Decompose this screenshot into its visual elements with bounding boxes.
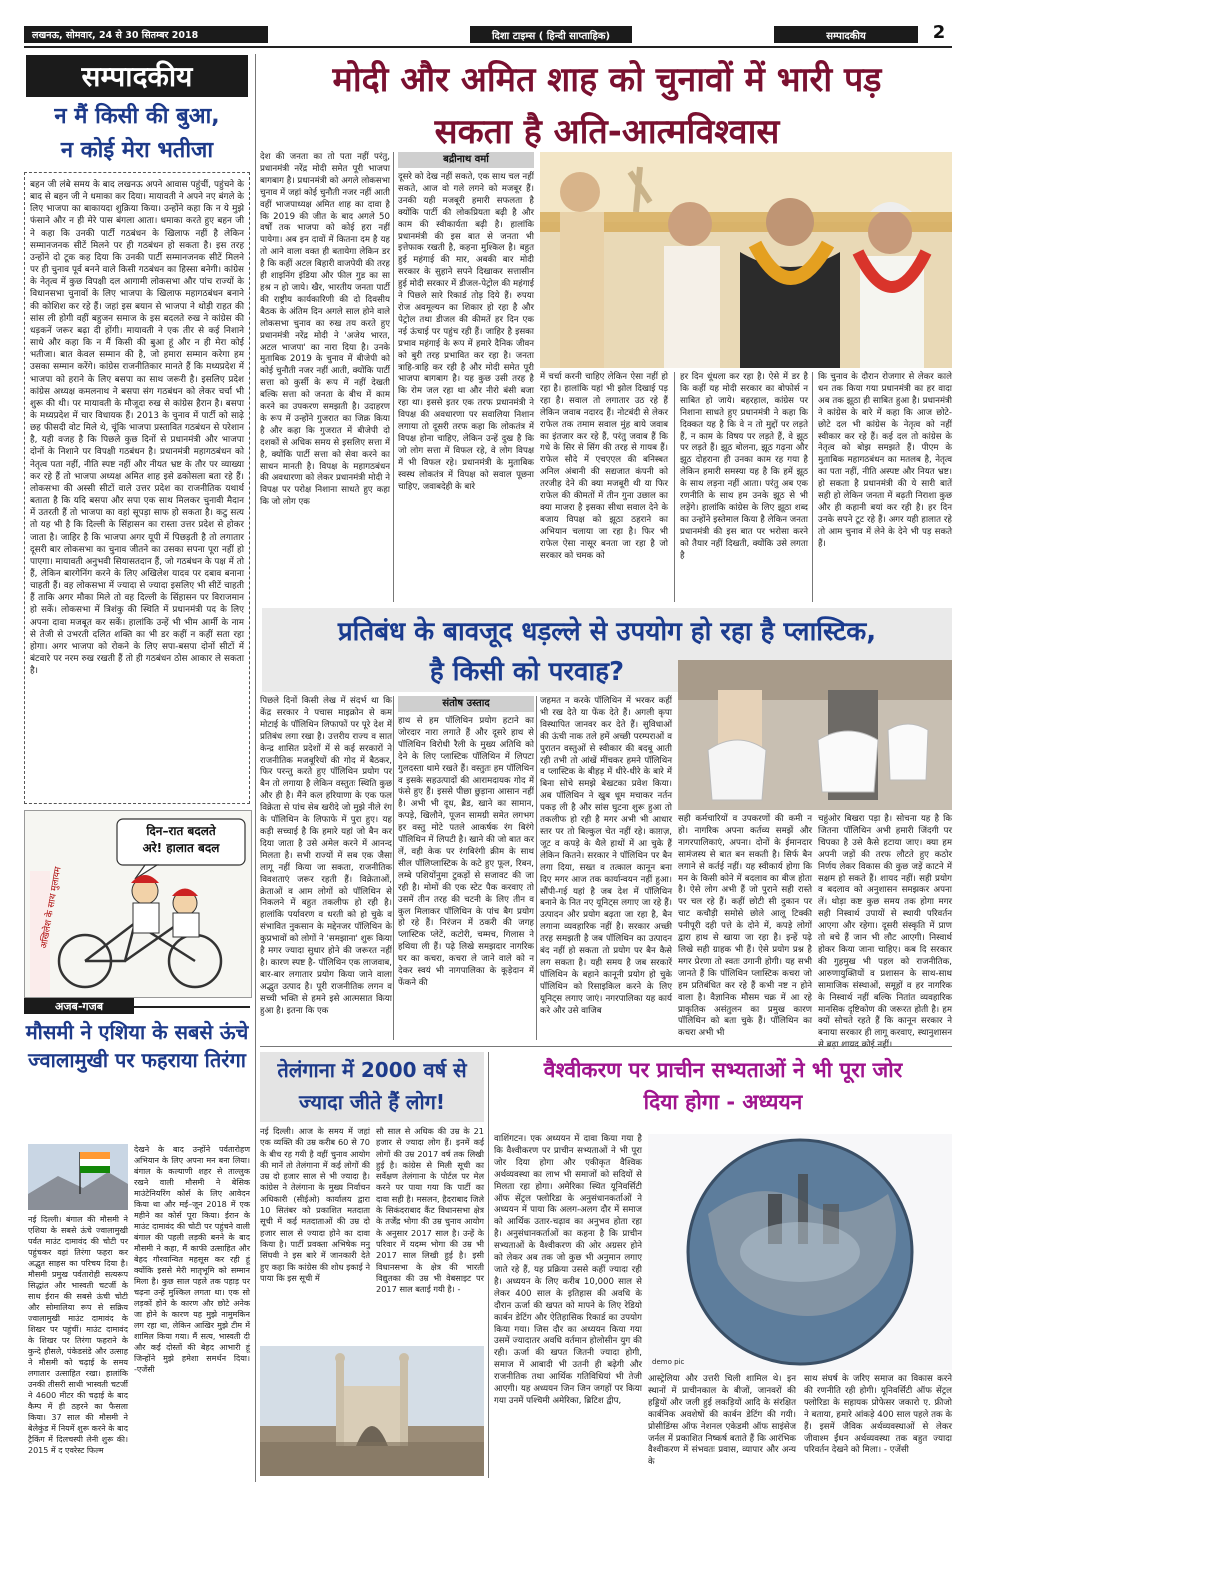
plastic-body-col5: चहुंओर बिखरा पड़ा है। सोचना यह है कि जितना पॉलिथिन अभी हमारी जिंदगी पर चिपका है उसे कैसे हटाया जाए। क्या हम अपनी जड़ों की तरफ लौटते हुए कठोर निर्णय लेकर विकास की कुछ जड़ें काटने में सक्षम हो सकते हैं। शायद नहीं। सही प्रयोग व बदलाव को अनुशासन समझकर अपना लें। थोड़ा कष्ट कुछ समय तक होगा मगर सही निस्वार्थ उपायों से स्थायी परिवर्तन आएगा और रहेगा। दूसरी संस्कृति में प्राण तो बचे हैं जान भी लौट आएगी। निस्वार्थ होकर किया जाना चाहिए। कब दि सरकार की गुहमुख भी पहल को राजनीतिक, आरुणायुक्तियों व प्रशासन के साथ-साथ सामाजिक संस्थाओं, समूहों व हर नागरिक के निस्वार्थ नहीं बल्कि नितांत व्यवहारिक मानसिक दृष्टिकोण की जरूरत होती है। हम क्यों सोचते रहते हैं कि कानून सरकार ने बनाया सरकार ही लागू करवाए, स्थानुशासन से बढ़ा शायद कोई नहीं। (818, 814, 952, 1051)
plastic-body-col2: हाथ से हम पॉलिथिन प्रयोग हटाने का जोरदार नारा लगाते हैं और दूसरे हाथ से पॉलिथिन विरोधी रैली के मुख्य अतिथि को देने के लिए प्लास्टिक पॉलिथिन में लिपटा गुलदस्ता थामे रखते हैं। वस्तुतः हम पॉलिथिन व इसके सहउत्पादों की आरामदायक गोद में फंसे हुए हैं। इससे पीछा छुड़ाना आसान नहीं है। अभी भी दूध, ब्रैड, खाने का सामान, कपड़े, खिलौने, पूजन सामग्री समेत लगभग हर वस्तु मोटे पतले आकर्षक रंग बिरंगे पॉलिथिन में लिपटी है। खाने की जो बात कर लें, वही केक पर रंगबिरंगी क्रीम के साथ सील पॉलिप्लास्टिक के कटे हुए फूल, रिबन, लम्बे पशियोंनुमा टुकड़ों से सजावट की जा रही है। मोमों की एक स्टेट पैक करवाए तो उसमें तीन तरह की चटनी के लिए तीन व कुल मिलाकर पॉलिथिन के पांच बैग प्रयोग हो रहे हैं। निरंजन में ठकरी की जगह प्लास्टिक प्लेटें, कटोरी, चम्मच, गिलास ने हथिया ली हैं। पढ़े लिखे समझदार नागरिक घर का कचरा, कचरा ले जाने वाले को न देकर स्वयं भी नागपालिका के कूड़ेदान में फेंकने की (398, 716, 534, 988)
column-rule (536, 696, 537, 1040)
main-headline-line2: सकता है अति-आत्मविश्वास (434, 112, 780, 152)
header-paper-box (470, 26, 632, 43)
header-section: सम्पादकीय (826, 30, 866, 42)
main-byline: बद्रीनाथ वर्मा (398, 152, 534, 168)
main-body-col3: में चर्चा करनी चाहिए लेकिन ऐसा नहीं हो रहा है। हालांकि यहां भी झोल दिखाई पड़ रहा है। सवाल तो लगातार उठ रहे हैं लेकिन जवाब नदारद हैं। नोटबंदी से लेकर राफेल तक तमाम सवाल मुंह बाये जवाब का इंतजार कर रहे हैं, परंतु जवाब हैं कि गधे के सिर से सिंग की तरह से गायब हैं। राफेल सौदे में एचएएल की बनिस्बत अनिल अंबानी की सद्यजात कंपनी को तरजीह देने की क्या मजबूरी थी या फिर राफेल की कीमतों में तीन गुना उछाल का क्या माजरा है इसका सीधा सवाल देने के बजाय विपक्ष को झूठा ठहराने का अभियान चलाया जा रहा है। फिर भी राफेल ऐसा नासूर बनता जा रहा है जो सरकार को चमक को (540, 372, 668, 561)
plastic-headline-line2: है किसी को परवाह? (429, 657, 625, 687)
flag-photo-image (28, 1144, 128, 1210)
globalization-body-col2: आस्ट्रेलिया और उत्तरी चिली शामिल थे। इन स्थानों में प्राचीनकाल के बीजों, जानवरों की हड्डियों और जली हुई लकड़ियों आदि के संरक्षित कार्बनिक अवशेषों की कार्बन डेटिंग की गयी। प्रोसीडिंग्स ऑफ नेशनल एकेडमी ऑफ साइंसेज जर्नल में प्रकाशित निष्कर्ष बताते हैं कि आरंभिक वैश्वीकरण में संभवतः प्रवास, व्यापार और अन्य के (648, 1374, 796, 1468)
editorial-headline (24, 100, 250, 168)
column-rule (393, 696, 394, 1040)
editorial-label: सम्पादकीय (26, 55, 248, 97)
cartoon-banner-line2: अरे! हालात बदल (142, 841, 220, 855)
main-photo (540, 152, 952, 368)
column-rule (488, 1052, 489, 1478)
header-paper-name: दिशा टाइम्स ( हिन्दी साप्ताहिक) (491, 30, 611, 42)
cartoon-banner-line1: दिन–रात बदलते (146, 824, 216, 838)
globalization-headline-line1: वैश्वीकरण पर प्राचीन सभ्यताओं ने भी पूरा जोर (543, 1058, 903, 1082)
section-label-ajab-gajab: अजब-गजब (24, 998, 134, 1014)
main-body-col4: हर दिन धूंधला कर रहा है। ऐसे में डर है कि कहीं यह मोदी सरकार का बोफोर्स न साबित हो जाये। बहरहाल, कांग्रेस पर निशाना साधते हुए प्रधानमंत्री ने कहा कि दिक्कत यह है कि वे न तो मुद्दों पर लड़ते हैं, न काम के विषय पर लड़ते हैं, वे झूठ पर लड़ते हैं। झूठ बोलना, झूठ गढ़ना और झूठ दोहराना ही उनका काम रह गया है लेकिन हमारी समस्या यह है कि हमें झूठ के साथ लड़ना नहीं आता। परंतु अब एक रणनीति के साथ हम उनके झूठ से भी लड़ेंगे। हालांकि कांग्रेस के लिए झूठा शब्द का उन्होंने इस्तेमाल किया है लेकिन जनता प्रधानमंत्री की इस बात पर भरोसा करने को तैयार नहीं दिखती, क्योंकि उसे लगता है (680, 372, 808, 561)
globe-photo-image (648, 1134, 952, 1370)
telangana-photo (260, 1346, 484, 1476)
volcano-photo (28, 1144, 128, 1210)
modi-shah-photo-image (540, 152, 952, 368)
column-rule (812, 372, 813, 602)
ajab-rule (134, 1006, 250, 1008)
page-number: 2 (932, 22, 946, 43)
volcano-body-col1: नई दिल्ली। बंगाल की मौसमी ने एशिया के सबसे ऊंचे ज्वालामुखी पर्वत माउंट दामावंद की चोटी पर पहुंचकर वहां तिरंगा फहरा कर अद्भुत साहस का परिचय दिया है। मौसमी प्रमुख पर्वतारोही सत्यरूप सिद्धांत और भास्वती चटर्जी के साथ ईरान की सबसे ऊंची चोटी और सोमालिया रूप से सक्रिय ज्वालामुखी माउंट दामावंद के शिखर पर पहुंचीं। माउंट दामावंद के शिखर पर तिरंगा फहराने के कुन्दे हौसले, पंकेडसंडे और उत्साह ने मौसमी को चढ़ाई के समय लगातार उत्साहित रखा। हालांकि उनकी तीसरी साथी भास्वती चटर्जी ने 4600 मीटर की चढ़ाई के बाद कैम्प में ही ठहरने का फैसला किया। 37 साल की मौसमी ने बेलेकुंड में नियमें शुरू करने के बाद ट्रैकिंग में दिलचस्पी लेनी शुरू की। 2015 में द एवरेस्ट फिल्म (28, 1215, 128, 1455)
header-date-box (24, 26, 268, 43)
charminar-photo-image (260, 1346, 484, 1476)
editorial-headline-line2: न कोई मेरा भतीजा (60, 138, 214, 163)
telangana-body-col2: सौ साल से अधिक की उम्र के 21 हजार से ज्यादा लोग हैं। इनमें कई लोगों की उम्र 2017 वर्ष तक लिखी हुई है। कांग्रेस से मिली सूची का सर्वेक्षण तेलंगाना के पोर्टल पर मेल करने पर पाया गया कि पार्टी का दावा सही है। मसलन, हैदराबाद जिले के सिकंदराबाद कैंट विधानसभा क्षेत्र के तर्जेंद्र भोगा की उम्र चुनाव आयोग के अनुसार 2017 साल है। उन्हें के परिवार में यदम्म भोगा की उम्र भी 2017 साल लिखी हुई है। इसी विधानसभा के क्षेत्र की भारती विद्युतका की उम्र भी वेबसाइट पर 2017 साल बताई गयी है। - (376, 1126, 484, 1295)
column-rule (255, 54, 256, 1482)
main-body-col2: दूसरे को देख नहीं सकते, एक साथ चल नहीं सकते, आज वो गले लगने को मजबूर हैं। उनकी यही मजबूरी हमारी सफलता है क्योंकि पार्टी की लोकप्रियता बढ़ी है और काम की स्वीकार्यता बढ़ी है। हालांकि प्रधानमंत्री की इस बात से जनता भी इत्तेफाक रखती है, कहना मुश्किल है। बहुत हुई महंगाई की मार, अबकी बार मोदी सरकार के सुहाने सपने दिखाकर सत्तासीन हुई मोदी सरकार में डीजल-पेट्रोल की महंगाई ने पिछले सारे रिकार्ड तोड़ दिये हैं। रुपया रोज अवमूल्यन का शिकार हो रहा है और पेट्रोल तथा डीजल की कीमतें हर दिन एक नई ऊंचाई पर पहुंच रही हैं। जाहिर है इसका प्रभाव महंगाई के रूप में हमारे दैनिक जीवन को बुरी तरह प्रभावित कर रहा है। जनता त्राहि-त्राहि कर रही है और मोदी समेत पूरी भाजपा बागबाग है। यह कुछ उसी तरह है कि रोम जल रहा था और नीरो बंसी बजा रहा था। इससे इतर एक तरफ प्रधानमंत्री ने विपक्ष की अवधारणा पर सवालिया निशान लगाया तो दूसरी तरफ कहा कि लोकतंत्र में विपक्ष होना चाहिए, लेकिन उन्हें दुख है कि जो लोग सत्ता में विफल रहे, वे लोग विपक्ष में भी विफल रहे। प्रधानमंत्री के मुताबिक स्वस्थ लोकतंत्र में विपक्ष को सवाल पूछना चाहिए, जवाबदेही के बारे (398, 172, 534, 492)
telangana-body-col1: नई दिल्ली। आज के समय में जहां एक व्यक्ति की उम्र करीब 60 से 70 के बीच रह गयी है वहीं चुनाव आयोग की मानें तो तेलंगाना में कई लोगों की उम्र दो हजार साल से भी ज्यादा है। कांग्रेस ने तेलंगाना के मुख्य निर्वाचन अधिकारी (सीईओ) कार्यालय द्वारा 10 सितंबर को प्रकाशित मतदाता सूची में कई मतदाताओं की उम्र दो हजार साल से ज्यादा होने का दावा किया है। पार्टी प्रवक्ता अभिषेक मनु सिंघवी ने इस बारे में जानकारी देते हुए कहा कि कांग्रेस की शोध इकाई ने पाया कि इस सूची में (260, 1126, 370, 1283)
globalization-body-col1: वाशिंगटन। एक अध्ययन में दावा किया गया है कि वैश्वीकरण पर प्राचीन सभ्यताओं ने भी पूरा जोर दिया होगा और एकीकृत वैश्विक अर्थव्यवस्था का लाभ भी समाजों को सदियों से मिलता रहा होगा। अमेरिका स्थित यूनिवर्सिटी ऑफ सेंट्रल फ्लोरिडा के अनुसंधानकर्ताओं ने अध्ययन में पाया कि अलग-अलग दौर में समाज को आर्थिक उतार-चढ़ाव का अनुभव होता रहा है। अनुसंधानकर्ताओं का कहना है कि प्राचीन सभ्यताओं के वैश्वीकरण की ओर अग्रसर होने को लेकर अब तक जो कुछ भी अनुमान लगाए जाते रहे हैं, यह प्रक्रिया उससे कहीं ज्यादा रही है। अध्ययन के लिए करीब 10,000 साल से लेकर 400 साल के इतिहास की अवधि के दौरान ऊर्जा की खपत को मापने के लिए रेडियो कार्बन डेटिंग और ऐतिहासिक रिकार्ड का उपयोग किया गया। जिस दौर का अध्ययन किया गया उसमें ज्यादातर अवधि वर्तमान होलोसीन युग की रही। ऊर्जा की खपत जितनी ज्यादा होगी, समाज में आबादी भी उतनी ही बढ़ेगी और राजनीतिक तथा आर्थिक गतिविधियां भी तेजी आएगी। यह अध्ययन जिन जिन जगहों पर किया गया उनमें पश्चिमी अमेरिका, ब्रिटिश द्वीप, (494, 1134, 642, 1406)
column-rule (674, 372, 675, 602)
globalization-headline-line2: दिया होगा - अध्ययन (643, 1090, 803, 1114)
telangana-headline: तेलंगाना में 2000 वर्ष से ज्यादा जीते हैं लोग! (277, 1058, 467, 1114)
header-date: लखनऊ, सोमवार, 24 से 30 सितम्बर 2018 (32, 30, 199, 41)
main-headline (262, 54, 952, 158)
plastic-body-col3: जहमत न करके पॉलिथिन में भरकर कहीं भी रख देते या फेंक देते हैं। अगली कृपा विस्थापित जानवर कर देते हैं। सुविधाओं की ऊंची नाक तले हमें अच्छी परम्पराओं व पुरातन वस्तुओं से स्वीकार की बदबू आती रही तभी तो आंखें मींचकर हमने पॉलिथिन व प्लास्टिक के बीहड़ में धीरे-धीरे के बारे में बिना सोचे समझे बेखटका प्रवेश किया। अब पॉलिथिन ने खुब धूम मचाकर नर्तन पकड़ ली है और सांस घुटना शुरू हुआ तो तकलीफ हो रही है मगर अभी भी आधार स्तर पर तो बिल्कुल चेत नहीं रहे। काग़ज़, जूट व कपड़े के थैले हाथों में आ चुके हैं लेकिन कितने। सरकार ने पॉलिथिन पर बैन लगा दिया, सख्त व तत्काल कानून बना दिए मगर आज तक कार्यान्वयन नहीं हुआ। सौंपी-गई यहां है जब देश में पॉलिथिन बनाने के नित नए यूनिट्स लगाए जा रहे हैं। उत्पादन और प्रयोग बढ़ता जा रहा है, बैन लगाना व्यवहारिक नहीं है। सरकार अच्छी तरह समझती है जब पॉलिथिन का उत्पादन बंद नहीं हो सकता तो प्रयोग पर बैन कैसे लग सकता है। यही समय है जब सरकारें पॉलिथिन के बहाने कानूनी प्रयोग हो चुके पॉलिथिन को रिसाइकिल करने के लिए यूनिट्स लगाए जाएं। नगरपालिका यह कार्य करे और उसे वाजिब (540, 696, 672, 1016)
section-rule (260, 1046, 952, 1047)
main-headline-line1: मोदी और अमित शाह को चुनावों में भारी पड़ (332, 60, 882, 100)
globalization-body-col3: साथ संघर्ष के जरिए समाज का विकास करने की रणनीति रही होगी। यूनिवर्सिटी ऑफ सेंट्रल फ्लोरिडा के सहायक प्रोफेसर जकारो ए. फ्रीजो ने बताया, हमारे आंकड़े 400 साल पहले तक के हैं। इसमें जैविक अर्थव्यवस्थाओं से लेकर जीवाश्म ईंधन अर्थव्यवस्था तक बहुत ज्यादा परिवर्तन देखने को मिला। - एजेंसी (804, 1374, 952, 1456)
volcano-body-col2: देखने के बाद उन्होंने पर्वतारोहण अभियान के लिए अपना मन बना लिया। बंगाल के कल्याणी शहर से ताल्लुक रखने वाली मौसमी ने बेसिक माउंटेनियरिंग कोर्स के लिए आवेदन किया था और मई–जून 2018 में एक महीने का कोर्स पूरा किया। ईरान के माउंट दामावंद की चोटी पर पहुंचने वाली बंगाल की पहली लड़की बनने के बाद मौसमी ने कहा, मैं काफी उत्साहित और बेहद गौरवान्वित महसूस कर रही हूं क्योंकि इससे मेरी मातृभूमि को सम्मान मिला है। कुछ साल पहले तक पहाड़ पर चढ़ना उन्हें मुश्किल लगता था। एक सो लड़कों होने के कारण और छोटे अनेक जा होने के कारण यह मुझे नामुमकिन लग रहा था, लेकिन आखिर मुझे टीम में शामिल किया गया। मैं सत्य, भास्वती दी और कई दोस्तों की बेहद आभारी हूं जिन्होंने मुझे हमेशा समर्थन दिया। -एजेंसी (134, 1145, 250, 1374)
plastic-byline: संतोष उस्ताद (398, 696, 534, 712)
plastic-body-col4: सही कर्मचारियों व उपकरणों की कमी न हो। नागरिक अपना कर्तव्य समझें और नागरपालिकाएं, अपना। दोनों के ईमानदार सामंजस्य से बात बन सकती है। सिर्फ बैन लगाने से कर्तई नहीं। यह स्वीकार्य होगा कि मन के किसी कोने में बदलाव का बीज होता है। ऐसे लोग अभी हैं जो पुराने सही रास्ते पर चल रहे हैं। कहीं छोटी सी दुकान पर चाट कचौड़ी समोसे छोले आलू टिक्की पनीपूरी दही पत्ते के दोने में, कपड़े लोगों द्वारा हाथ से खाया जा रहा है। इन्हें पढ़े लिखे सही ग्राहक भी हैं। ऐसे प्रयोग प्रश्न है मगर प्रेरणा तो स्वतः उगानी होगी। यह सभी जानते हैं कि पॉलिथिन प्लास्टिक कचरा जो हम प्रतिबंधित कर रहे हैं कभी नष्ट न होने वाला है। वैज्ञानिक मौसम चक्र में आ रहे प्राकृतिक असंतुलन का प्रमुख कारण पॉलिथिन को बता चुके हैं। पॉलिथिन का कचरा अभी भी (678, 814, 812, 1039)
editorial-body: बहन जी लंबे समय के बाद लखनऊ अपने आवास पहुंचीं, पहुंचने के बाद से बहन जी ने धमाका कर दिया। मायावती ने अपने नए बंगले के लिए भाजपा का बाकायदा शुक्रिया किया। उन्होंने कहा कि न ये मुझे फंसाने और न ही मेरे पास बंगला आता। धमाका करते हुए बहन जी ने कहा कि उनकी पार्टी गठबंधन के खिलाफ नहीं है लेकिन सम्मानजनक सीटें मिलने पर ही गठबंधन हो सकता है। इस तरह उन्होंने दो टूक कह दिया कि उनकी पार्टी सम्मानजनक सीटें मिलने पर ही चुनाव पूर्व बनने वाले किसी गठबंधन का हिस्सा बनेगी। कांग्रेस के नेतृत्व में कुछ विपक्षी दल आगामी लोकसभा और पांच राज्यों के विधानसभा चुनावों के लिए भाजपा के खिलाफ महागठबंधन बनाने की कोशिश कर रहे हैं। जहां इस बयान से भाजपा ने थोड़ी राहत की सांस ली होगी वहीं बहुजन समाज के इस बदलते रुख ने कांग्रेस की धड़कनें जरूर बढ़ा दी होंगी। मायावती ने एक तीर से कई निशाने साधे और कहा कि न मैं किसी की बुआ हूं और न ही मेरा कोई भतीजा। बात केवल सम्मान की है, जो हमारा सम्मान करेगा हम उसका सम्मान करेंगे। कांग्रेस राजनीतिकार मानते हैं कि मध्यप्रदेश में भाजपा को हराने के लिए बसपा का साथ जरूरी है। इसलिए प्रदेश कांग्रेस अध्यक्ष कमलनाथ ने बसपा संग गठबंधन को लेकर चर्चा भी शुरू की थी। पर मायावती के मौजूदा रुख से कांग्रेस हैरान है। बसपा के मध्यप्रदेश में चार विधायक हैं। 2013 के चुनाव में पार्टी को साढ़े छह फीसदी वोट मिले थे, चूंकि भाजपा प्रस्तावित गठबंधन से परेशान है, यही वजह है कि पिछले कुछ दिनों से प्रधानमंत्री और भाजपा दोनों के निशाने पर विपक्षी गठबंधन है। प्रधानमंत्री महागठबंधन को नेतृत्व पता नहीं, नीति स्पष्ट नहीं और नीयत भ्रष्ट के तौर पर व्याख्या कर रहे हैं तो भाजपा अध्यक्ष अमित शाह इसे ढकोसला बता रहे हैं। लोकसभा की अस्सी सीटों वाले उत्तर प्रदेश का राजनीतिक यथार्थ बताता है कि यदि बसपा और सपा एक साथ मिलकर चुनावी मैदान में उतरती हैं तो भाजपा का वहां सूपड़ा साफ हो सकता है। कटु सत्य तो यह भी है कि दिल्ली के सिंहासन का रास्ता उत्तर प्रदेश से होकर जाता है। जाहिर है कि भाजपा अगर यूपी में पिछड़ती है तो लगातार दूसरी बार लोकसभा का चुनाव जीतने का उसका सपना पूरा नहीं हो पाएगा। मायावती अनुभवी सियासतदान हैं, जो गठबंधन के पक्ष में तो हैं, लेकिन बारगेनिंग करने के लिए अखिलेश यादव पर दबाव बनाना चाहती हैं। वह लोकसभा में ज्यादा से ज्यादा इसलिए भी सीटें चाहती हैं ताकि अगर मौका मिले तो वह दिल्ली के सिंहासन पर विराजमान हो सकें। लोकसभा में त्रिशंकु की स्थिति में प्रधानमंत्री पद के लिए अपना दावा मजबूत कर सकें। हालांकि उन्हें भी भीम आर्मी के नाम से तेजी से उभरती दलित शक्ति का भी डर कहीं न कहीं सता रहा होगा। अगर भाजपा को रोकने के लिए सपा-बसपा दोनों सीटों में बंटवारे पर नरम रुख रखती हैं तो ही गठबंधन ठोस आकार ले सकता है। (30, 180, 244, 677)
column-rule (393, 152, 394, 602)
header-rule (24, 46, 952, 48)
plastic-bags-photo-image (678, 660, 952, 810)
volcano-headline: मौसमी ने एशिया के सबसे ऊंचे ज्वालामुखी पर फहराया तिरंगा (25, 1020, 249, 1072)
plastic-body-col1: पिछले दिनों किसी लेख में संदर्भ था कि केंद्र सरकार ने पचास माइक्रोन से कम मोटाई के पॉलिथिन लिफाफों पर पूरे देश में प्रतिबंध लगा रखा है। उत्तरीय राज्य व सात केन्द्र शासित प्रदेशों में से कई सरकारों ने राजनीतिक मजबूरियों की गोद में बैठकर, फिर परन्तु करते हुए पॉलिथिन प्रयोग पर बैन तो लगाया है लेकिन वस्तुतः स्थिति कुछ और ही है। मैंने कल हरियाणा के एक फल विक्रेता से पांच सेब खरीदे जो मुझे नीले रंग के पॉलिथिन के लिफाफे में पुरा हुए। यह कड़ी सच्चाई है कि हमारे यहां जो बैन कर दिया जाता है उसे अमेल करने में आनन्द मिलता है। सभी राज्यों में सब एक जैसा लागू नहीं किया जा सकता, राजनीतिक विवशताएं जरूर रहती हैं। विक्रेताओं, क्रेताओं व आम लोगों को पॉलिथिन से निकलने में बहुत तकलीफ हो रही है। हालांकि पर्यावरण व धरती को हो चुके व संभावित नुकसान के मद्देनजर पॉलिथिन के कुप्रभावों को लोगों ने 'समझाना' शुरू किया है मगर ज्यादा सुधार होने की जरूरत नहीं है। कारण स्पष्ट है- पॉलिथिन एक लाजवाब, बार-बार लगातार प्रयोग किया जाने वाला अद्भुत उत्पाद है। पूरी राजनीतिक लगन व सच्ची भक्ति से हमने इसे आत्मसात किया हुआ है। इतना कि एक (260, 696, 392, 1016)
main-body-col5: कि चुनाव के दौरान रोजगार से लेकर काले धन तक किया गया प्रधानमंत्री का हर वादा अब तक झूठा ही साबित हुआ है। प्रधानमंत्री ने कांग्रेस के बारे में कहा कि आज छोटे-छोटे दल भी कांग्रेस के नेतृत्व को नहीं स्वीकार कर रहे हैं। कई दल तो कांग्रेस के नेतृत्व को बोझ समझते हैं। पीएम के मुताबिक महागठबंधन का मतलब है, नेतृत्व का पता नहीं, नीति अस्पष्ट और नियत भ्रष्ट। हो सकता है प्रधानमंत्री की ये सारी बातें सही हो लेकिन जनता में बढ़ती निराशा कुछ और ही कहानी बयां कर रही है। हर दिन उनके सपने टूट रहे हैं। अगर यही हालात रहे तो आम चुनाव में लेने के देने भी पड़ सकते हैं। (818, 372, 952, 549)
cartoon (24, 810, 252, 998)
plastic-headline-line1: प्रतिबंध के बावजूद धड़ल्ले से उपयोग हो रहा है प्लास्टिक, (337, 617, 877, 647)
globalization-headline (494, 1054, 952, 1118)
plastic-photo (678, 660, 952, 810)
header-section-box (774, 26, 918, 43)
editorial-box (24, 172, 250, 804)
globalization-photo-caption: demo pic (652, 1358, 685, 1366)
globalization-photo (648, 1134, 952, 1370)
cartoon-side-text: अखिलेश के साथ मुलायम (39, 866, 64, 950)
cartoon-banner (121, 823, 241, 857)
editorial-headline-line1: न मैं किसी की बुआ, (54, 104, 220, 129)
main-body-col1: देश की जनता का तो पता नहीं परंतु, प्रधानमंत्री नरेंद्र मोदी समेत पूरी भाजपा बागबाग है। प्रधानमंत्री को अगले लोकसभा चुनाव में जहां कोई चुनौती नजर नहीं आती वहीं भाजपाध्यक्ष अमित शाह का दावा है कि 2019 की जीत के बाद अगले 50 वर्षों तक भाजपा को कोई हरा नहीं पायेगा। अब इन दावों में कितना दम है यह तो आने वाला वक्त ही बतायेगा लेकिन डर है कि कहीं अटल बिहारी वाजपेयी की तरह ही शाइनिंग इंडिया और फील गुड का सा हश्र न हो जाये। खैर, भारतीय जनता पार्टी की राष्ट्रीय कार्यकारिणी की दो दिवसीय बैठक के अंतिम दिन अगले साल होने वाले लोकसभा चुनाव का रुख तय करते हुए प्रधानमंत्री नरेंद्र मोदी ने 'अजेय भारत, अटल भाजपा' का नारा दिया है। उनके मुताबिक 2019 के चुनाव में बीजेपी को कोई चुनौती नजर नहीं आती, क्योंकि पार्टी सत्ता को कुर्सी के रूप में नहीं देखती बल्कि सत्ता को जनता के बीच में काम करने का उपकरण समझती है। उदाहरण के रूप में उन्होंने गुजरात का जिक्र किया है और कहा कि गुजरात में बीजेपी दो दशकों से अधिक समय से इसलिए सत्ता में है, क्योंकि पार्टी सत्ता को सेवा करने का साधन मानती है। विपक्ष के महागठबंधन की अवधारणा को लेकर प्रधानमंत्री मोदी ने विपक्ष पर परोक्ष निशाना साधते हुए कहा कि जो लोग एक (260, 152, 390, 508)
